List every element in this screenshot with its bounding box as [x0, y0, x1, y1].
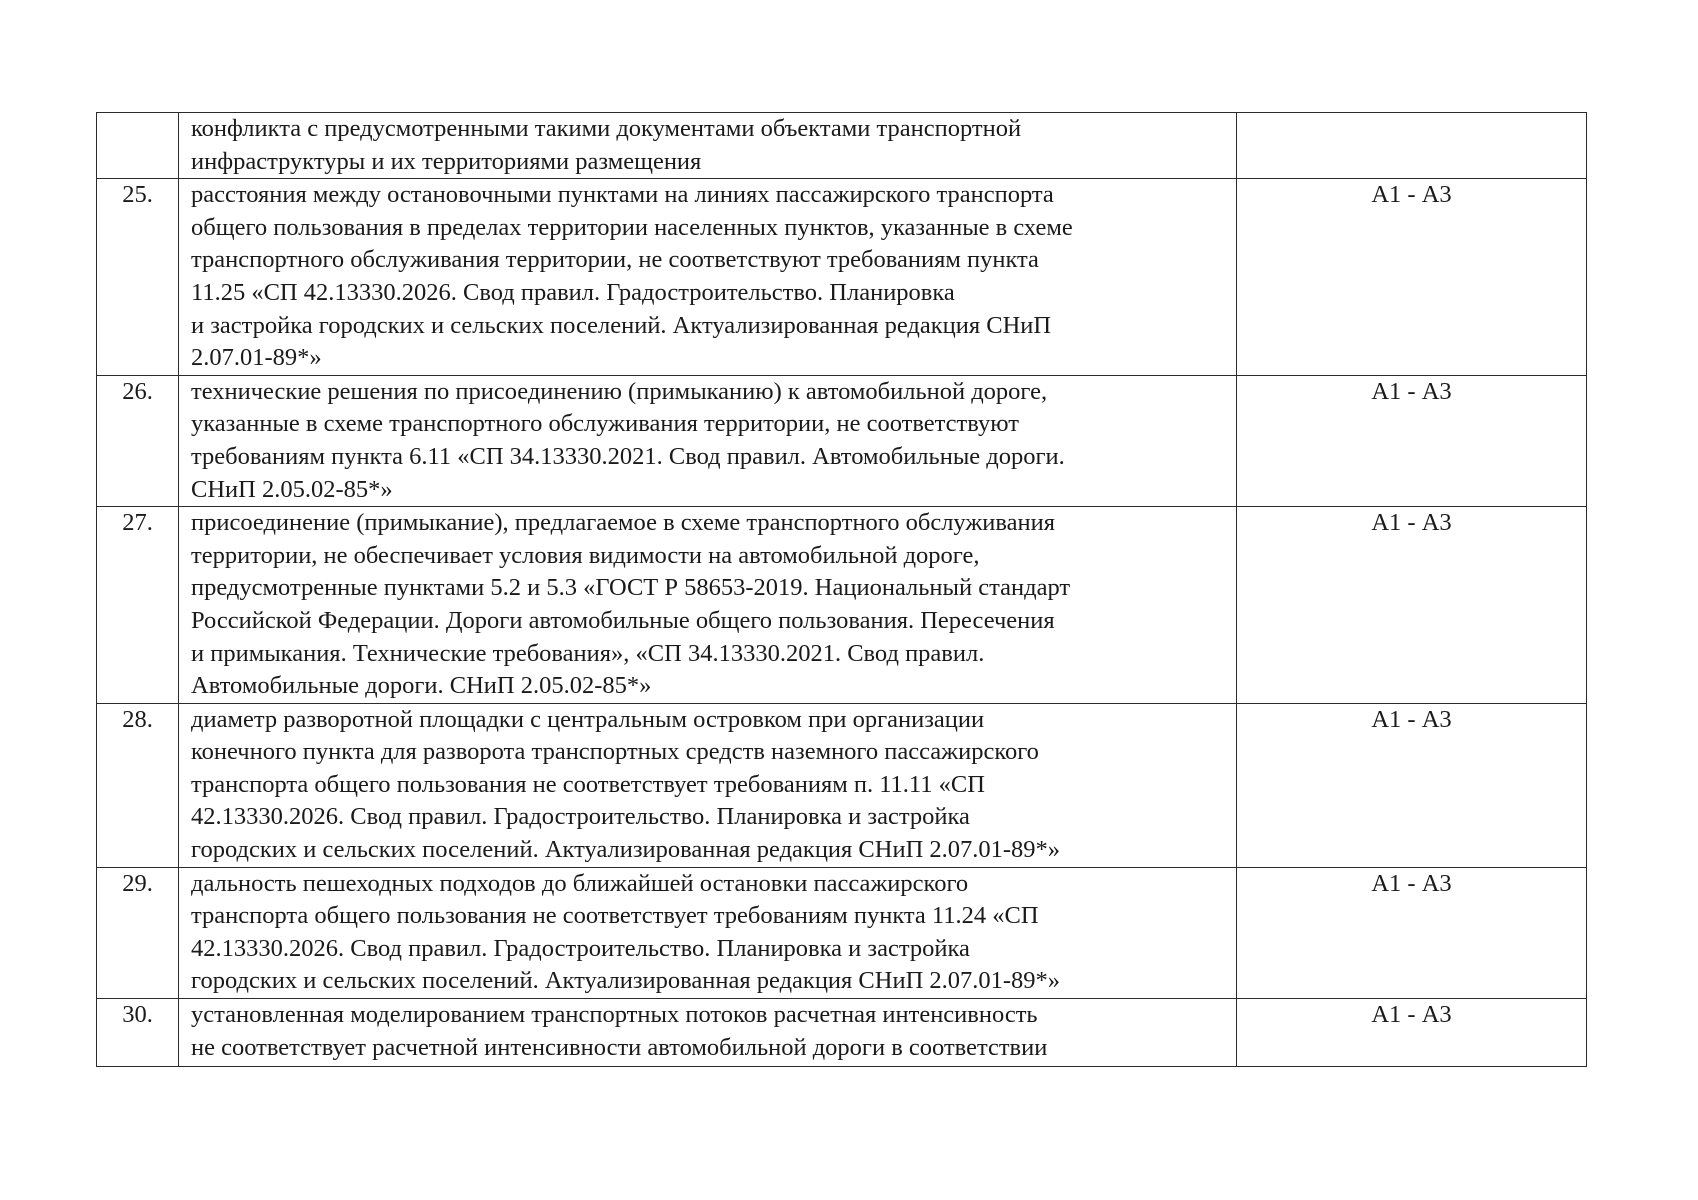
description-line: СНиП 2.05.02-85*» — [191, 475, 393, 503]
table-row — [97, 113, 1587, 179]
row-description — [179, 703, 1237, 867]
row-code: А1 - А3 — [1237, 507, 1587, 704]
description-line: расстояния между остановочными пунктами на линиях пассажирского транспорта — [191, 181, 1054, 209]
row-description — [179, 867, 1237, 998]
row-description — [179, 179, 1237, 376]
description-line: конфликта с предусмотренными такими документами объектами транспортной — [191, 115, 1022, 142]
description-line: установленная моделированием транспортных потоков расчетная интенсивность — [191, 1001, 1038, 1029]
description-line: диаметр разворотной площадки с центральным островком при организации — [191, 705, 985, 733]
row-number: 25. — [97, 179, 179, 376]
table-row — [97, 179, 1587, 376]
description-line: 2.07.01-89*» — [191, 344, 322, 372]
row-code — [1237, 113, 1587, 179]
row-code: А1 - А3 — [1237, 703, 1587, 867]
description-line: дальность пешеходных подходов до ближайшей остановки пассажирского — [191, 869, 969, 897]
description-line: 11.25 «СП 42.13330.2026. Свод правил. Градостроительство. Планировка — [191, 278, 955, 306]
description-line: предусмотренные пунктами 5.2 и 5.3 «ГОСТ Р 58653-2019. Национальный стандарт — [191, 574, 1071, 602]
row-description — [179, 999, 1237, 1067]
row-code: А1 - А3 — [1237, 999, 1587, 1067]
description-line: транспорта общего пользования не соответствует требованиям п. 11.11 «СП — [191, 770, 985, 798]
description-line: транспортного обслуживания территории, не соответствуют требованиям пункта — [191, 246, 1039, 274]
description-line: городских и сельских поселений. Актуализированная редакция СНиП 2.07.01-89*» — [191, 836, 1061, 864]
description-line: территории, не обеспечивает условия видимости на автомобильной дороге, — [191, 541, 980, 569]
description-line: Российской Федерации. Дороги автомобильные общего пользования. Пересечения — [191, 606, 1055, 634]
description-line: транспорта общего пользования не соответствует требованиям пункта 11.24 «СП — [191, 902, 1039, 930]
table-row — [97, 867, 1587, 998]
description-line: требованиям пункта 6.11 «СП 34.13330.2021. Свод правил. Автомобильные дороги. — [191, 442, 1065, 470]
table-row — [97, 375, 1587, 506]
row-code: А1 - А3 — [1237, 867, 1587, 998]
table-row — [97, 999, 1587, 1067]
description-line: присоединение (примыкание), предлагаемое в схеме транспортного обслуживания — [191, 509, 1056, 537]
row-number: 30. — [97, 999, 179, 1067]
description-line: не соответствует расчетной интенсивности автомобильной дороги в соответствии — [191, 1033, 1048, 1061]
description-line: 42.13330.2026. Свод правил. Градостроительство. Планировка и застройка — [191, 803, 970, 831]
row-number: 27. — [97, 507, 179, 704]
table-row — [97, 507, 1587, 704]
description-line: городских и сельских поселений. Актуализированная редакция СНиП 2.07.01-89*» — [191, 967, 1061, 995]
description-line: инфраструктуры и их территориями размещения — [191, 147, 702, 175]
description-line: конечного пункта для разворота транспортных средств наземного пассажирского — [191, 738, 1039, 766]
requirements-table-body — [97, 113, 1587, 1067]
row-number: 28. — [97, 703, 179, 867]
row-number: 26. — [97, 375, 179, 506]
table-row — [97, 703, 1587, 867]
description-line: 42.13330.2026. Свод правил. Градостроительство. Планировка и застройка — [191, 934, 970, 962]
description-line: и примыкания. Технические требования», «СП 34.13330.2021. Свод правил. — [191, 639, 985, 667]
description-line: Автомобильные дороги. СНиП 2.05.02-85*» — [191, 672, 652, 700]
row-description — [179, 113, 1237, 179]
row-code: А1 - А3 — [1237, 375, 1587, 506]
row-code: А1 - А3 — [1237, 179, 1587, 376]
description-line: указанные в схеме транспортного обслуживания территории, не соответствуют — [191, 410, 1019, 438]
requirements-table — [96, 112, 1587, 1067]
row-number: 29. — [97, 867, 179, 998]
description-line: технические решения по присоединению (примыканию) к автомобильной дороге, — [191, 377, 1048, 405]
row-description — [179, 375, 1237, 506]
row-description — [179, 507, 1237, 704]
description-line: общего пользования в пределах территории населенных пунктов, указанные в схеме — [191, 213, 1073, 241]
description-line: и застройка городских и сельских поселений. Актуализированная редакция СНиП — [191, 311, 1052, 339]
row-number — [97, 113, 179, 179]
